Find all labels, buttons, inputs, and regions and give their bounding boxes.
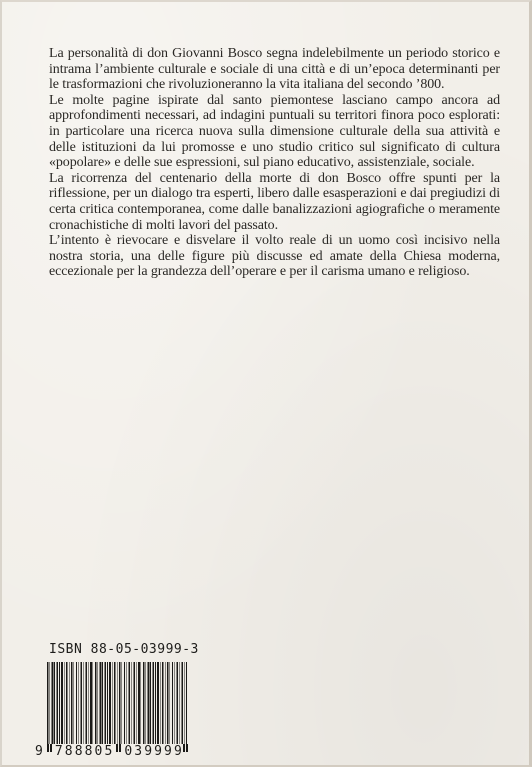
blurb-paragraph: La ricorrenza del centenario della morte di don Bosco offre spunti per la riflessione, per un dialogo tra esperti, libero dalle esasperazioni e dai pregiudizi di certa critica contemporanea, come dalle banalizzazioni agiografiche o meramente cronachistiche di molti lavori del passato. [49, 170, 500, 233]
blurb-paragraph: Le molte pagine ispirate dal santo piemontese lasciano campo ancora ad approfondimenti necessari, ad indagini puntuali su territori finora poco esplorati: in particolare una ricerca nuova sulla dimensione culturale della sua attività e delle istituzioni da lui promosse e uno studio critico sul significato di cultura «popolare» e delle sue espressioni, sul piano educativo, assistenziale, sociale. [49, 92, 500, 171]
blurb-paragraph: L’intento è rievocare e disvelare il volto reale di un uomo così incisivo nella nostra storia, una delle figure più discusse ed amate della Chiesa moderna, eccezionale per la grandezza dell’operare e per il carisma umano e religioso. [49, 233, 500, 280]
barcode-block [35, 656, 190, 759]
barcode-digits: 9 788805 039999 [35, 744, 184, 759]
barcode-bars [47, 662, 187, 744]
isbn-label: ISBN 88-05-03999-3 [49, 642, 199, 657]
blurb-paragraph: La personalità di don Giovanni Bosco segna indelebilmente un periodo storico e intrama l’ambiente culturale e sociale di una città e di un’epoca determinanti per le trasformazioni che rivoluzioneranno la vita italiana del secondo ’800. [49, 46, 500, 93]
blurb-text [49, 46, 500, 280]
